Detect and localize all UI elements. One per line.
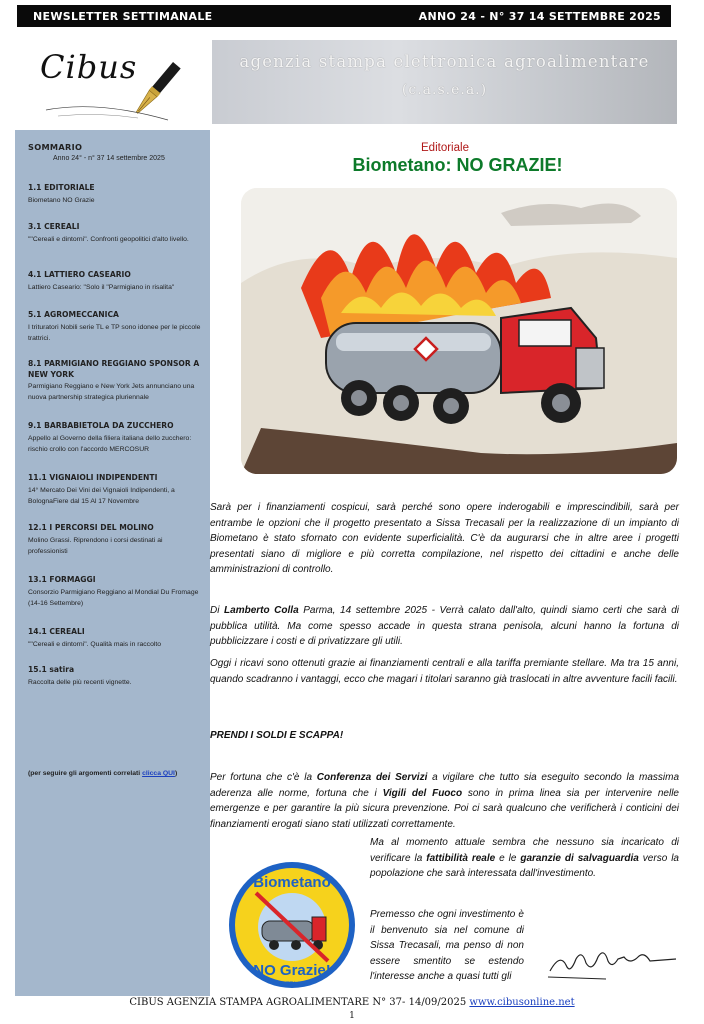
article-paragraph xyxy=(210,770,679,832)
signature-icon xyxy=(546,935,686,985)
summary-item[interactable] xyxy=(28,627,203,650)
text-span: sono in prima linea sia per intervenire nelle emergenze e per garantire la più sicura prevenzione. Poi ci sarà qualcuno che verificherà i conticini dei finanziamenti erogati siano stati utilizzati correttamente. xyxy=(210,787,679,830)
text-span: Per fortuna che c'è la xyxy=(210,772,317,783)
emphasis: garanzie di salvaguardia xyxy=(520,852,639,864)
summary-item-heading: 3.1 CEREALI xyxy=(28,222,80,231)
summary-item-heading: 12.1 I PERCORSI DEL MOLINO xyxy=(28,523,154,532)
summary-item-heading: 14.1 CEREALI xyxy=(28,627,85,636)
page-number: 1 xyxy=(349,1011,355,1021)
summary-issue: Anno 24° - n° 37 14 settembre 2025 xyxy=(53,155,165,162)
truck-drawing xyxy=(241,188,677,474)
footer-text: CIBUS AGENZIA STAMPA AGROALIMENTARE N° 37- 14/09/2025 xyxy=(129,997,470,1008)
summary-footer xyxy=(28,770,177,777)
burning-truck-illustration xyxy=(241,188,677,474)
summary-item[interactable] xyxy=(28,421,203,455)
summary-item-heading: 5.1 AGROMECCANICA xyxy=(28,310,119,319)
summary-item-desc: ""Cereali e dintorni". Confronti geopolitici d'alto livello. xyxy=(28,235,189,243)
summary-item[interactable] xyxy=(28,183,203,206)
badge-graphic xyxy=(226,855,358,995)
text-span: Ma al momento attuale sembra che nessuno sia incaricato di verificare la xyxy=(370,837,679,864)
summary-footer-prefix: (per seguire gli argomenti correlati xyxy=(28,770,143,777)
summary-item-desc: Raccolta delle più recenti vignette. xyxy=(28,678,132,686)
summary-item[interactable] xyxy=(28,523,203,557)
article-paragraph: Premesso che ogni investimento è il benvenuto sia nel comune di Sissa Trecasali, ma penso di non essere smentito se estendo l'interesse anche a quasi tutti gli xyxy=(370,909,524,983)
biometano-badge xyxy=(226,855,358,995)
summary-title: SOMMARIO xyxy=(28,142,83,152)
summary-item[interactable] xyxy=(28,575,203,609)
top-header-bar xyxy=(17,5,671,27)
emphasis: Conferenza dei Servizi xyxy=(316,772,428,783)
summary-item-heading: 8.1 PARMIGIANO REGGIANO SPONSOR A NEW YORK xyxy=(28,359,200,379)
article-paragraph: Oggi i ricavi sono ottenuti grazie ai finanziamenti centrali e alla tariffa premiante stellare. Ma tra 15 anni, quando scadranno i vantaggi, ecco che magari i titolari saranno già traslocati in altre avventure facili facili. xyxy=(210,658,679,685)
text-span: verso la popolazione che sarà interessata dall'investimento. xyxy=(370,852,679,880)
article-paragraph: Sarà per i finanziamenti cospicui, sarà perché sono opere inderogabili e imprescindibili, sarà per entrambe le opzioni che il progetto presentato a Sissa Trecasali per la realizzazione di un impianto di Biometano è stato sfornato con evidente superficialità. C'è da augurarsi che in altre aree i progetti presentati siano di migliore e più corretta compilazione, nel rispetto dei cittadini e anche delle amministrazioni di controllo. xyxy=(210,502,679,576)
website-link[interactable]: www.cibusonline.net xyxy=(469,997,575,1008)
summary-item[interactable] xyxy=(28,270,203,293)
summary-item[interactable] xyxy=(28,473,203,507)
summary-item[interactable] xyxy=(28,359,203,403)
summary-footer-suffix: ) xyxy=(174,770,178,777)
logo-text: Cibus xyxy=(40,48,138,86)
summary-item-desc: Parmigiano Reggiano e New York Jets annunciano una nuova partnership strategica pluriennale xyxy=(28,383,195,401)
summary-item-desc: Molino Grassi. Riprendono i corsi destinati ai professionisti xyxy=(28,536,163,555)
text-span: a vigilare che tutto sia eseguito secondo la massima aderenza alle norme, fortuna che i xyxy=(210,772,680,799)
text-span: e le xyxy=(495,852,521,864)
summary-item-heading: 11.1 VIGNAIOLI INDIPENDENTI xyxy=(28,473,158,482)
issue-info: ANNO 24 - N° 37 14 SETTEMBRE 2025 xyxy=(418,10,661,23)
summary-item[interactable] xyxy=(28,310,203,344)
summary-item-heading: 4.1 LATTIERO CASEARIO xyxy=(28,270,131,279)
summary-sidebar xyxy=(15,130,210,996)
summary-item-desc: Lattiero Caseario: "Solo il "Parmigiano in risalita" xyxy=(28,283,175,291)
summary-item-heading: 9.1 BARBABIETOLA DA ZUCCHERO xyxy=(28,421,174,430)
agency-banner xyxy=(212,40,677,124)
emphasis: fattibilità reale xyxy=(426,852,496,864)
summary-item[interactable] xyxy=(28,222,203,245)
author-name: Lamberto Colla xyxy=(224,605,299,616)
summary-item-heading: 13.1 FORMAGGI xyxy=(28,575,96,584)
summary-item[interactable] xyxy=(28,665,203,688)
article-paragraph xyxy=(210,603,679,650)
emphasis: Vigili del Fuoco xyxy=(382,787,463,799)
summary-item-heading: 15.1 satira xyxy=(28,665,75,674)
summary-item-desc: I trituratori Nobili serie TL e TP sono idonee per le piccole trattrici. xyxy=(28,323,201,342)
article-title: Biometano: NO GRAZIE! xyxy=(352,155,563,175)
newsletter-label: NEWSLETTER SETTIMANALE xyxy=(33,10,213,23)
summary-item-desc: Biometano NO Grazie xyxy=(28,196,95,204)
summary-item-heading: 1.1 EDITORIALE xyxy=(28,183,95,192)
badge-bottom-text: NO Grazie! xyxy=(253,962,331,979)
byline-text: Parma, 14 settembre 2025 - Verrà calato dall'alto, quindi siamo certi che sarà di pubblica utilità. Ma come spesso accade in questa strana penisola, alcuni hanno la fortuna di pubblicizzare i costi e di privatizzare gli utili. xyxy=(210,605,679,648)
banner-subtitle: (c.a.s.e.a.) xyxy=(401,82,488,98)
badge-small-text: BMET14 srl xyxy=(276,982,308,988)
summary-item-desc: Consorzio Parmigiano Reggiano al Mondial Du Fromage (14-16 Settembre) xyxy=(28,588,199,607)
related-topics-link[interactable]: clicca QUI xyxy=(142,770,175,777)
article-paragraph xyxy=(370,835,679,882)
badge-top-text: Biometano xyxy=(253,874,331,891)
summary-item-desc: Appello al Governo della filiera italiana dello zucchero: rischio crollo con l'accordo MERCOSUR xyxy=(28,434,192,453)
article-subheading: PRENDI I SOLDI E SCAPPA! xyxy=(210,730,344,741)
fountain-pen-icon xyxy=(38,40,188,126)
byline-prefix: Di xyxy=(210,605,225,616)
cibus-logo xyxy=(38,40,188,126)
author-signature xyxy=(546,935,686,985)
summary-item-desc: ""Cereali e dintorni". Qualità mais in raccolto xyxy=(28,640,162,648)
summary-item-desc: 14° Mercato Dei Vini dei Vignaioli Indipendenti, a BolognaFiere dal 15 Al 17 Novembre xyxy=(28,486,175,505)
banner-title: agenzia stampa elettronica agroalimentare xyxy=(239,52,650,71)
page-footer xyxy=(0,997,704,1008)
article-kicker: Editoriale xyxy=(421,142,469,154)
